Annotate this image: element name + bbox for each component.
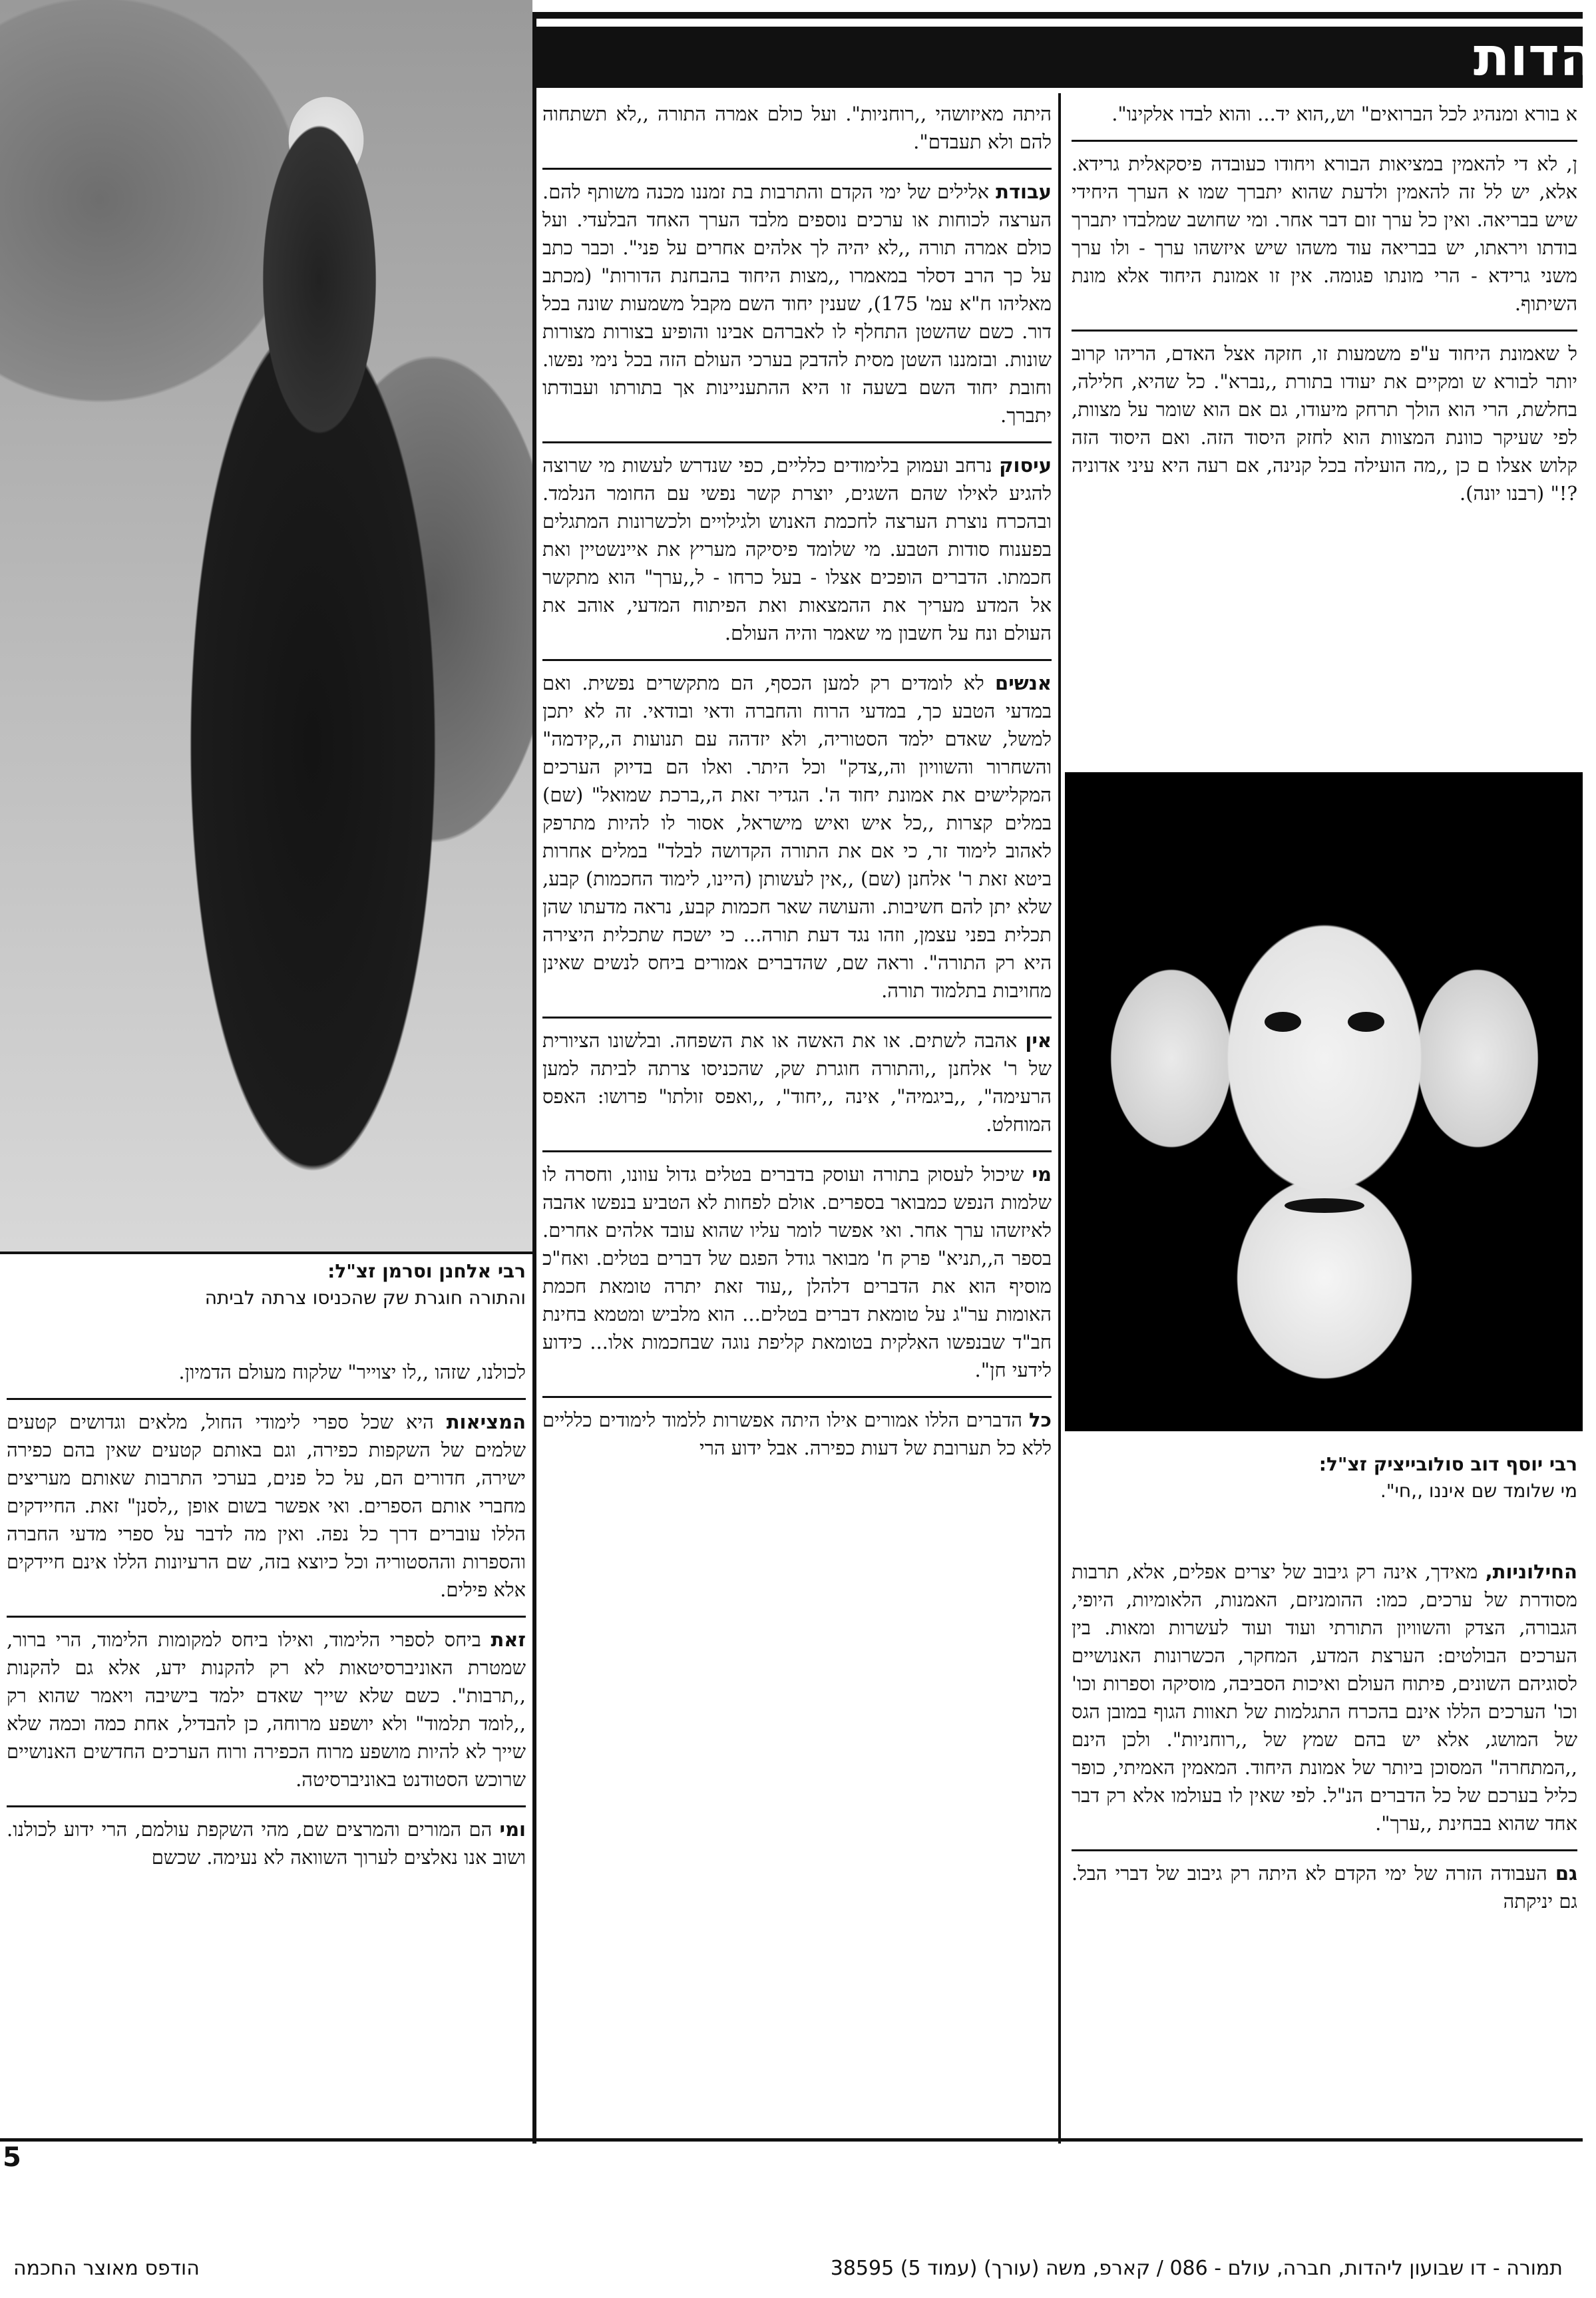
column-right-bottom: [1072, 1558, 1577, 2137]
page-number: 5: [3, 2142, 21, 2173]
paragraph: [7, 1358, 526, 1386]
paragraph: [7, 1815, 526, 1871]
caption-right-name: רבי יוסף דוב סולובייציק זצ"ל:: [1318, 1453, 1577, 1475]
masthead: [532, 26, 1596, 88]
lead-word: עבודת: [996, 180, 1052, 203]
separator: [7, 1616, 526, 1618]
separator: [7, 1805, 526, 1807]
paragraph: [542, 178, 1052, 429]
caption-left: [7, 1258, 526, 1311]
footer-printed-from: הודפס מאוצר החכמה: [13, 2257, 200, 2280]
lead-word: כל: [1029, 1409, 1052, 1431]
lead-word: המציאות: [446, 1411, 526, 1433]
separator: [1072, 330, 1577, 332]
paragraph: [542, 451, 1052, 647]
lead-word: עיסוק: [999, 454, 1052, 477]
paragraph-text: הם המורים והמרצים שם, מהי השקפת עולמם, הרי ידוע לכולנו. ושוב אנו נאלצים לערוך השוואה לא נעימה. שכשם: [7, 1818, 526, 1869]
lead-word: אין: [1025, 1029, 1052, 1052]
paragraph-text: לא לומדים רק למען הכסף, הם מתקשרים נפשית. ואם במדעי הטבע כך, במדעי הרוח והחברה ודאי ובודאי. זה לא יתכן למשל, שאדם ילמד הסטוריה, ולא יזדהה עם תנועות ה,,קידמה" והשחרור והשוויון וה,,צדק" וכל היתר. ואלו הם בדיוק הערכים המקלישים את אמונת יחוד ה'. הגדיר זאת ה,,ברכת שמואל" (שם) במלים קצרות ,,כל איש ואיש מישראל, אסור לו להיות מתרפק לאהוב לימוד זר, כי אם את התורה הקדושה לבלד" במלים אחרות ביטא זאת ר' אלחנן (שם) ,,אין לעשותן (היינו, לימוד החכמות) קבע, שלא יתן להם חשיבות. והעושה שאר חכמות קבע, נראה מדעתו שהן תכלית בפני עצמן, וזהו נגד דעת תורה... כי ישכח שתכלית היצירה היא רק התורה". וראה שם, שהדברים אמורים ביחס לנשים שאינן מחויבות בתלמוד תורה.: [542, 672, 1052, 1002]
eye-left: [1265, 1012, 1301, 1032]
separator: [1072, 140, 1577, 142]
column-left: [7, 1358, 526, 2137]
photo-rule: [0, 1252, 532, 1254]
paragraph: א בורא ומנהיג לכל הברואים" וש,,הוא יד... והוא לבדו אלקינו".: [1111, 103, 1577, 125]
bottom-rule: [0, 2138, 1583, 2142]
paragraph: [7, 1408, 526, 1604]
eye-right: [1348, 1012, 1384, 1032]
paragraph: [542, 669, 1052, 1005]
caption-right-text: מי שלומד שם איננו ,,חי".: [1380, 1480, 1577, 1502]
caption-left-text: והתורה חוגרת שק שהכניסו צרתה לביתה: [204, 1287, 526, 1309]
caption-left-name: רבי אלחנן וסרמן זצ"ל:: [327, 1260, 526, 1282]
paragraph-text: אהבה לשתים. או את האשה או את השפחה. ובלשונו הציורית של ר' אלחנן ,,והתורה חוגרת שק, שהכניסו צרתה לביתה למען הרעימה", ,,ביגמיה", אינה ,,יחוד", ,,ואפס זולתו" פרושו: האפס המוחלט.: [542, 1029, 1052, 1136]
paragraph-text: מאידך, אינה רק גיבוב של יצרים אפלים, אלא, תרבות מסודרת של ערכים, כמו: ההומניזם, האמנות, הלאומיות, היופי, הגבורה, הצדק והשוויון התורתי ועוד ועוד לעשרות ומאות. בין הערכים הבולטים: הערצת המדע, המחקר, הכשרונות האנושיים לסוגיהם השונים, פיתוח העולם ואיכות הסביבה, מוסיקה וספרות וכו' וכו' הערכים הללו אינם בהכרח התגלמות של תאוות הגוף במובן הגס של המושג, אלא יש בהם שמץ של ,,רוחניות". ולכן הינם ,,המתחרה" המסוכן ביותר של אמונת היחוד. המאמין האמיתי, כופר כליל בערכם של כל הדברים הנ"ל. לפי שאין לו בעולמו אלא רק דבר אחד שהוא בבחינת ,,ערך".: [1072, 1560, 1577, 1835]
separator: [542, 1396, 1052, 1398]
paragraph-text: נרחב ועמוק בלימודים כלליים, כפי שנדרש לעשות מי שרוצה להגיע לאילו שהם השגים, יוצרת קשר נפשי עם החומר הנלמד. ובהכרח נוצרת הערצה לחכמת האנוש ולגילויים ולכשרונות המתגלים בפענוח סודות הטבע. מי שלומד פיסיקה מעריץ את איינשטיין ואת חכמתו. הדברים הופכים אצלו - בעל כרחו - ל,,ערך" הוא מתקשר אל המדע מעריך את ההמצאות ואת הפיתוח המדעי, אוהב את העולם ונח על חשבון מי שאמר והיה העולם.: [542, 454, 1052, 644]
separator: [542, 441, 1052, 443]
lead-word: ומי: [499, 1818, 526, 1841]
paragraph-text: היא שכל ספרי לימודי החול, מלאים וגדושים קטעים שלמים של השקפות כפירה, וגם באותם קטעים שאין בהם כפירה ישירה, חדורים הם, על כל פנים, בערכי התרבות שאותם מעריצים מחברי אותם הספרים. ואי אפשר בשום אופן ,,לסנן" זאת. החיידקים הללו עוברים דרך כל נפה. ואין מה לדבר על ספרי מדעי החברה והספרות וההסטוריה וכל כיוצא בזה, שם הרעיונות הללו אינם חיידקים אלא פילים.: [7, 1411, 526, 1601]
column-rule: [1058, 93, 1061, 2144]
lead-word: אנשים: [995, 672, 1052, 694]
paragraph-text: היתה מאיזושהי ,,רוחניות". ועל כולם אמרה התורה ,,לא תשתחוה להם ולא תעבדם".: [542, 103, 1052, 153]
paragraph-text: לכולנו, שזהו ,,לו יצוייר" שלקוח מעולם הדמיון.: [178, 1361, 526, 1383]
separator: [542, 659, 1052, 661]
separator: [542, 1017, 1052, 1019]
paragraph: [1072, 1859, 1577, 1915]
masthead-title: הדות: [1473, 26, 1596, 88]
paragraph: ל שאמונת היחוד ע"פ משמעות זו, חזקה אצל האדם, הריהו קרוב יותר לבורא ש ומקיים את יעודו בתורת ,,נברא". כל שהיא, חלילה, בחלשת, הרי הוא הולך תרחק מיעודו, גם אם הוא שומר על מצוות, לפי שעיקר כוונת המצוות הוא לחזק היסוד הזה. ואם היסוד הזה קלוש אצלו ם כן ,,מה הועילה בכל קנינה, אם רעה היא עיני אדוניה ?!" (רבנו יונה).: [1072, 342, 1577, 505]
paragraph-text: הדברים הללו אמורים אילו היתה אפשרות ללמוד לימודים כלליים ללא כל תערובת של דעות כפירה. אבל ידוע הרי: [542, 1409, 1052, 1459]
paragraph-text: שיכול לעסוק בתורה ועוסק בדברים בטלים גדול עוונו, וחסרה לו שלמות הנפש כמבואר בספרים. אולם לפחות לא הטביע בנפשו אהבה לאיזשהו ערך אחר. ואי אפשר לומר עליו שהוא עובד אלהים אחרים. בספר ה,,תניא" פרק ח' מבואר גודל הפגם של דברים בטלים. ואח"כ מוסיף הוא את הדברים דלהלן ,,עוד זאת יתרה טומאת חכמת האומות ער"ג על טומאת דברים בטלים... הוא מלביש ומטמא בחינת חב"ד שבנפשו האלקית בטומאת קליפת נוגה שבחכמות אלו... כידוע לידעי חן".: [542, 1163, 1052, 1381]
paragraph: [542, 1160, 1052, 1384]
separator: [7, 1398, 526, 1400]
separator: [542, 1150, 1052, 1152]
lead-word: זאת: [491, 1628, 526, 1651]
photo-rabbi-elchanan-wasserman: [0, 0, 532, 1252]
paragraph: [542, 1027, 1052, 1138]
paragraph: [7, 1626, 526, 1793]
paragraph-text: אלילים של ימי הקדם והתרבות בת זמננו מכנה משותף להם. הערצה לכוחות או ערכים נוספים מלבד הערך האחד הבלעדי. ועל כולם אמרה תורה ,,לא יהיה לך אלהים אחרים על פני". וכבר כתב על כך הרב דסלר במאמרו ,,מצות היחוד בהבחנת הדורות" (מכתב מאליהו ח"א עמ' 175), שענין יחוד השם מקבל משמעות שונה בכל דור. כשם שהשטן התחלף לו לאברהם אבינו והופיע בצורות מצורות שונות. ובזמננו השטן מסית להדבק בערכי העולם הזה בכל נימי נפשו. וחובת יחוד השם בשעה זו היא ההתעניינות אך בתורתו ועבודתו יתברך.: [542, 180, 1052, 427]
separator: [542, 168, 1052, 170]
photo-rabbi-soloveitchik: [1065, 772, 1583, 1431]
paragraph-text: ביחס לספרי הלימוד, ואילו ביחס למקומות הלימוד, הרי ברור, שמטרת האוניברסיטאות לא רק להקנות ידע, אלא גם להקנות ,,תרבות". כשם שלא שייך שאדם ילמד בישיבה ויאמר שהוא רק ,,לומד תלמוד" ולא יושפע מרוחה, כן להבדיל, אחת כמה וכמה שלא שייך לא להיות מושפע מרוח הכפירה ורוח הערכים החדשים האנושיים שרוכש הסטודנט באוניברסיטה.: [7, 1628, 526, 1791]
lead-word: החילוניות,: [1485, 1560, 1577, 1583]
column-middle: [542, 100, 1052, 2137]
paragraph: [542, 100, 1052, 156]
separator: [1072, 1849, 1577, 1851]
paragraph-text: העבודה הזרה של ימי הקדם לא היתה רק גיבוב של דברי הבל. גם יניקתה: [1072, 1862, 1577, 1913]
column-rule: [532, 13, 536, 2144]
column-right-top: [1072, 100, 1577, 766]
caption-right: [1072, 1451, 1577, 1504]
footer-source: תמורה - דו שבועון ליהדות, חברה, עולם - 086 / קארפ, משה (עורך) (עמוד 5) 38595: [830, 2257, 1563, 2280]
paragraph: [542, 1406, 1052, 1462]
paragraph: ן, לא די להאמין במציאות הבורא ויחודו כעובדה פיסקאלית גרידא. אלא, יש לל זה להאמין ולדעת שהוא יתברך שמו א הערך היחידי שיש בבריאה. ואין כל ערך זום דבר אחר. ומי שחושב שמלבדו יתברך בודתו ויראתו, יש בבריאה עוד משהו שיש איזשהו ערך - ולו ערך משני גרידא - הרי מונתו פגומה. אין זו אמונת היחוד אלא מונת השיתוף.: [1072, 152, 1577, 315]
top-rule: [532, 12, 1583, 19]
lead-word: מי: [1032, 1163, 1052, 1186]
paragraph: [1072, 1558, 1577, 1837]
lead-word: גם: [1555, 1862, 1577, 1885]
mouth: [1285, 1198, 1364, 1213]
